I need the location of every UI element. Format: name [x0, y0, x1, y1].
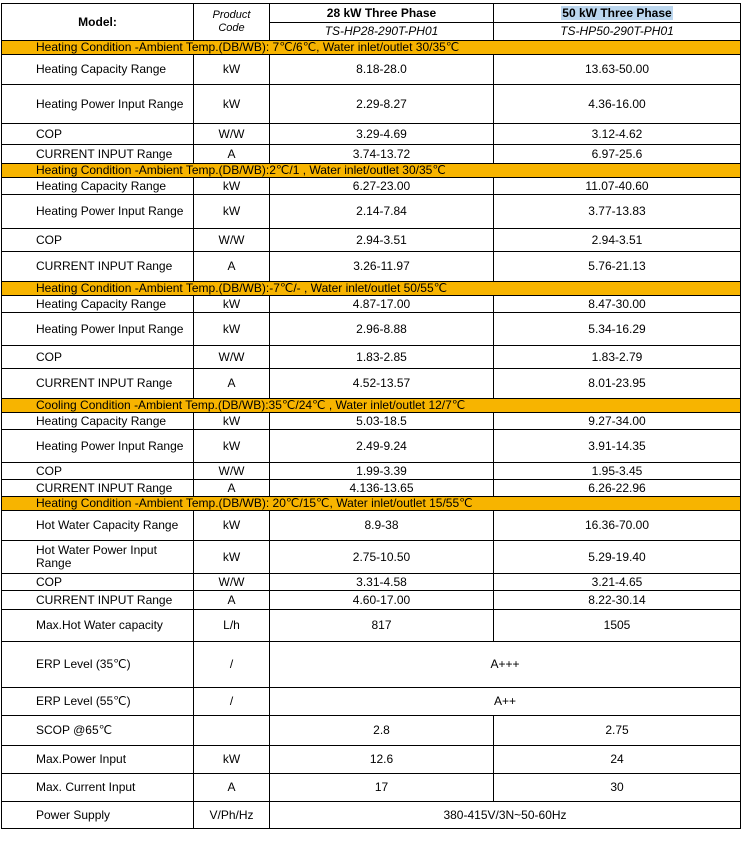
- row-unit: W/W: [194, 229, 270, 252]
- row-value-28kw: 2.14-7.84: [270, 195, 494, 229]
- row-value-28kw: 3.26-11.97: [270, 252, 494, 282]
- erp55-label: ERP Level (55℃): [2, 688, 194, 716]
- row-unit: kW: [194, 195, 270, 229]
- max-power-50kw: 24: [494, 746, 741, 774]
- scop-unit: [194, 716, 270, 746]
- row-value-28kw: 4.87-17.00: [270, 296, 494, 313]
- row-value-50kw: 4.36-16.00: [494, 85, 741, 124]
- max-power-28kw: 12.6: [270, 746, 494, 774]
- row-label: Heating Capacity Range: [2, 178, 194, 195]
- row-value-28kw: 4.52-13.57: [270, 369, 494, 399]
- row-value-50kw: 1.83-2.79: [494, 346, 741, 369]
- col2-title: [494, 4, 741, 23]
- col2-title-text: 50 kW Three Phase: [562, 5, 672, 20]
- section-title: Heating Condition -Ambient Temp.(DB/WB): 20℃/15℃, Water inlet/outlet 15/55℃: [2, 497, 741, 511]
- row-value-28kw: 2.75-10.50: [270, 541, 494, 574]
- erp35-value: A+++: [270, 642, 741, 688]
- power-supply-label: Power Supply: [2, 802, 194, 829]
- row-unit: A: [194, 480, 270, 497]
- row-label: Heating Capacity Range: [2, 413, 194, 430]
- col1-code: TS-HP28-290T-PH01: [270, 23, 494, 41]
- row-value-28kw: 2.49-9.24: [270, 430, 494, 463]
- max-current-unit: A: [194, 774, 270, 802]
- row-label: CURRENT INPUT Range: [2, 369, 194, 399]
- row-value-50kw: 6.26-22.96: [494, 480, 741, 497]
- row-value-28kw: 5.03-18.5: [270, 413, 494, 430]
- row-label: COP: [2, 346, 194, 369]
- row-value-50kw: 3.77-13.83: [494, 195, 741, 229]
- row-label: Heating Power Input Range: [2, 195, 194, 229]
- row-value-50kw: 8.47-30.00: [494, 296, 741, 313]
- row-label: CURRENT INPUT Range: [2, 252, 194, 282]
- row-label: Heating Power Input Range: [2, 85, 194, 124]
- row-value-50kw: 11.07-40.60: [494, 178, 741, 195]
- erp55-value: A++: [270, 688, 741, 716]
- row-unit: kW: [194, 430, 270, 463]
- row-value-50kw: 16.36-70.00: [494, 511, 741, 541]
- row-value-50kw: 5.76-21.13: [494, 252, 741, 282]
- row-unit: W/W: [194, 574, 270, 591]
- row-value-50kw: 5.29-19.40: [494, 541, 741, 574]
- max-hot-water-50kw: 1505: [494, 610, 741, 642]
- max-current-28kw: 17: [270, 774, 494, 802]
- scop-28kw: 2.8: [270, 716, 494, 746]
- row-value-28kw: 2.29-8.27: [270, 85, 494, 124]
- row-value-28kw: 8.9-38: [270, 511, 494, 541]
- max-hot-water-label: Max.Hot Water capacity: [2, 610, 194, 642]
- row-unit: kW: [194, 296, 270, 313]
- row-unit: kW: [194, 55, 270, 85]
- row-value-28kw: 6.27-23.00: [270, 178, 494, 195]
- row-label: Heating Power Input Range: [2, 430, 194, 463]
- row-value-28kw: 3.74-13.72: [270, 145, 494, 164]
- row-unit: kW: [194, 85, 270, 124]
- power-supply-unit: V/Ph/Hz: [194, 802, 270, 829]
- row-label: Heating Capacity Range: [2, 296, 194, 313]
- scop-label: SCOP @65℃: [2, 716, 194, 746]
- row-value-50kw: 13.63-50.00: [494, 55, 741, 85]
- row-value-50kw: 3.12-4.62: [494, 124, 741, 145]
- erp35-label: ERP Level (35℃): [2, 642, 194, 688]
- row-unit: A: [194, 369, 270, 399]
- row-value-28kw: 4.60-17.00: [270, 591, 494, 610]
- section-title: Cooling Condition -Ambient Temp.(DB/WB):35℃/24℃ , Water inlet/outlet 12/7℃: [2, 399, 741, 413]
- col1-title: 28 kW Three Phase: [270, 4, 494, 23]
- row-value-50kw: 8.01-23.95: [494, 369, 741, 399]
- row-unit: kW: [194, 511, 270, 541]
- row-value-28kw: 2.94-3.51: [270, 229, 494, 252]
- row-value-28kw: 3.29-4.69: [270, 124, 494, 145]
- max-hot-water-unit: L/h: [194, 610, 270, 642]
- max-hot-water-28kw: 817: [270, 610, 494, 642]
- row-value-50kw: 8.22-30.14: [494, 591, 741, 610]
- row-value-50kw: 6.97-25.6: [494, 145, 741, 164]
- row-unit: W/W: [194, 124, 270, 145]
- row-label: COP: [2, 463, 194, 480]
- power-supply-value: 380-415V/3N~50-60Hz: [270, 802, 741, 829]
- row-value-50kw: 3.91-14.35: [494, 430, 741, 463]
- row-value-28kw: 2.96-8.88: [270, 313, 494, 346]
- max-current-label: Max. Current Input: [2, 774, 194, 802]
- row-value-50kw: 3.21-4.65: [494, 574, 741, 591]
- section-title: Heating Condition -Ambient Temp.(DB/WB): 7℃/6℃, Water inlet/outlet 30/35℃: [2, 41, 741, 55]
- row-label: CURRENT INPUT Range: [2, 591, 194, 610]
- model-label: Model:: [2, 4, 194, 41]
- row-label: COP: [2, 229, 194, 252]
- max-power-label: Max.Power Input: [2, 746, 194, 774]
- row-label: Heating Capacity Range: [2, 55, 194, 85]
- row-value-28kw: 8.18-28.0: [270, 55, 494, 85]
- product-code-label: Product Code: [194, 4, 270, 41]
- row-value-28kw: 1.83-2.85: [270, 346, 494, 369]
- max-current-50kw: 30: [494, 774, 741, 802]
- row-label: Hot Water Capacity Range: [2, 511, 194, 541]
- row-unit: kW: [194, 178, 270, 195]
- row-value-50kw: 1.95-3.45: [494, 463, 741, 480]
- erp55-unit: /: [194, 688, 270, 716]
- row-unit: A: [194, 591, 270, 610]
- row-label: COP: [2, 574, 194, 591]
- row-label: CURRENT INPUT Range: [2, 145, 194, 164]
- row-label: COP: [2, 124, 194, 145]
- row-value-28kw: 3.31-4.58: [270, 574, 494, 591]
- row-label: Heating Power Input Range: [2, 313, 194, 346]
- row-value-28kw: 1.99-3.39: [270, 463, 494, 480]
- row-label: CURRENT INPUT Range: [2, 480, 194, 497]
- scop-50kw: 2.75: [494, 716, 741, 746]
- row-unit: kW: [194, 541, 270, 574]
- max-power-unit: kW: [194, 746, 270, 774]
- row-unit: W/W: [194, 463, 270, 480]
- row-unit: A: [194, 252, 270, 282]
- section-title: Heating Condition -Ambient Temp.(DB/WB):2℃/1 , Water inlet/outlet 30/35℃: [2, 164, 741, 178]
- row-value-50kw: 9.27-34.00: [494, 413, 741, 430]
- row-value-50kw: 2.94-3.51: [494, 229, 741, 252]
- row-unit: A: [194, 145, 270, 164]
- spec-table: [1, 3, 741, 829]
- erp35-unit: /: [194, 642, 270, 688]
- section-title: Heating Condition -Ambient Temp.(DB/WB):-7℃/- , Water inlet/outlet 50/55℃: [2, 282, 741, 296]
- row-unit: W/W: [194, 346, 270, 369]
- row-value-28kw: 4.136-13.65: [270, 480, 494, 497]
- col2-code: TS-HP50-290T-PH01: [494, 23, 741, 41]
- row-label: Hot Water Power Input Range: [2, 541, 194, 574]
- row-value-50kw: 5.34-16.29: [494, 313, 741, 346]
- row-unit: kW: [194, 413, 270, 430]
- row-unit: kW: [194, 313, 270, 346]
